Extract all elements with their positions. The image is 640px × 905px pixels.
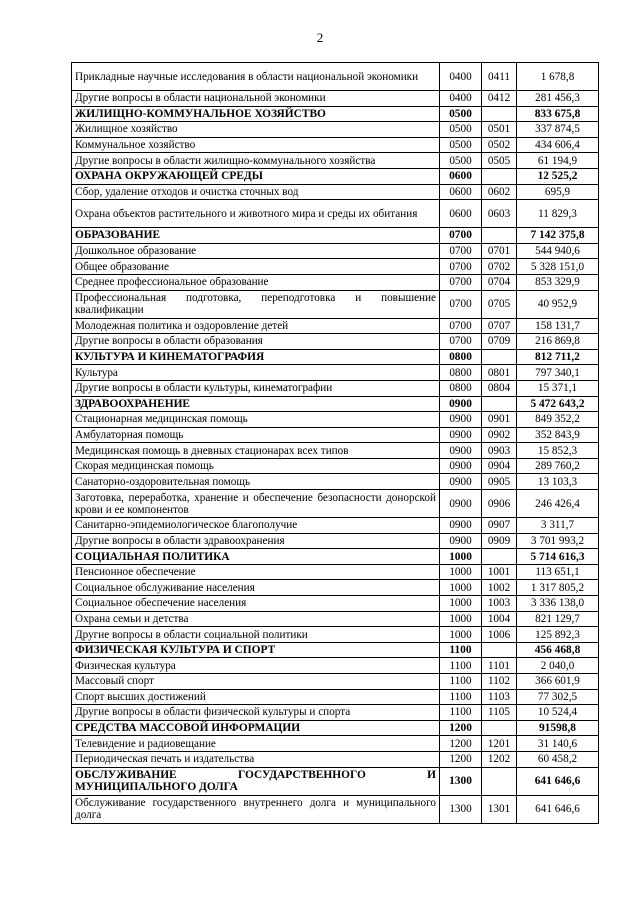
row-name-cell: Другие вопросы в области физической культуры и спорта [72,705,440,721]
section-code-cell: 0400 [440,63,482,91]
amount-cell: 695,9 [517,184,599,200]
subsection-code-cell: 1301 [482,795,517,823]
subsection-code-cell: 1101 [482,658,517,674]
section-code-cell: 0800 [440,380,482,396]
section-code-cell: 1200 [440,720,482,736]
row-name-cell: Культура [72,365,440,381]
row-name-cell: Санитарно-эпидемиологическое благополучие [72,518,440,534]
subsection-code-cell: 0412 [482,91,517,107]
subsection-code-cell: 0603 [482,200,517,228]
row-name-cell: КУЛЬТУРА И КИНЕМАТОГРАФИЯ [72,349,440,365]
section-code-cell: 0900 [440,533,482,549]
amount-cell: 77 302,5 [517,689,599,705]
row-name-cell: Охрана объектов растительного и животного мира и среды их обитания [72,200,440,228]
subsection-code-cell [482,767,517,795]
table-row [72,674,599,690]
section-code-cell: 0400 [440,91,482,107]
amount-cell: 5 328 151,0 [517,259,599,275]
amount-cell: 5 714 616,3 [517,549,599,565]
amount-cell: 11 829,3 [517,200,599,228]
row-name-cell: Физическая культура [72,658,440,674]
row-name-cell: СОЦИАЛЬНАЯ ПОЛИТИКА [72,549,440,565]
table-row [72,736,599,752]
section-row [72,767,599,795]
amount-cell: 216 869,8 [517,334,599,350]
section-code-cell: 1100 [440,705,482,721]
amount-cell: 3 311,7 [517,518,599,534]
amount-cell: 31 140,6 [517,736,599,752]
row-name-cell: Сбор, удаление отходов и очистка сточных вод [72,184,440,200]
section-code-cell: 0700 [440,334,482,350]
section-code-cell: 0600 [440,168,482,184]
section-code-cell: 0600 [440,200,482,228]
section-code-cell: 0500 [440,153,482,169]
amount-cell: 1 678,8 [517,63,599,91]
subsection-code-cell: 0502 [482,137,517,153]
subsection-code-cell: 0709 [482,334,517,350]
table-row [72,564,599,580]
subsection-code-cell: 0904 [482,458,517,474]
section-code-cell: 0700 [440,243,482,259]
section-code-cell: 1100 [440,658,482,674]
subsection-code-cell: 1201 [482,736,517,752]
subsection-code-cell: 0411 [482,63,517,91]
table-row [72,243,599,259]
section-code-cell: 0700 [440,318,482,334]
subsection-code-cell: 0903 [482,443,517,459]
subsection-code-cell: 0905 [482,474,517,490]
section-code-cell: 1000 [440,596,482,612]
amount-cell: 3 701 993,2 [517,533,599,549]
amount-cell: 3 336 138,0 [517,596,599,612]
table-row [72,518,599,534]
section-code-cell: 0600 [440,184,482,200]
subsection-code-cell: 0602 [482,184,517,200]
subsection-code-cell [482,642,517,658]
table-row [72,627,599,643]
row-name-cell: Пенсионное обеспечение [72,564,440,580]
subsection-code-cell: 0707 [482,318,517,334]
row-name-cell: ОБСЛУЖИВАНИЕ ГОСУДАРСТВЕННОГО И МУНИЦИПАЛЬНОГО ДОЛГА [72,767,440,795]
row-name-cell: Социальное обеспечение населения [72,596,440,612]
subsection-code-cell: 1004 [482,611,517,627]
subsection-code-cell: 0907 [482,518,517,534]
amount-cell: 158 131,7 [517,318,599,334]
section-row [72,549,599,565]
table-row [72,611,599,627]
subsection-code-cell: 1006 [482,627,517,643]
table-row [72,596,599,612]
amount-cell: 812 711,2 [517,349,599,365]
subsection-code-cell: 0804 [482,380,517,396]
table-row [72,334,599,350]
amount-cell: 434 606,4 [517,137,599,153]
section-code-cell: 0500 [440,122,482,138]
amount-cell: 7 142 375,8 [517,228,599,244]
table-row [72,705,599,721]
table-row [72,533,599,549]
row-name-cell: Коммунальное хозяйство [72,137,440,153]
amount-cell: 2 040,0 [517,658,599,674]
amount-cell: 853 329,9 [517,274,599,290]
section-row [72,349,599,365]
row-name-cell: Периодическая печать и издательства [72,751,440,767]
subsection-code-cell: 0906 [482,490,517,518]
section-code-cell: 0900 [440,443,482,459]
table-row [72,184,599,200]
table-row [72,153,599,169]
subsection-code-cell: 0704 [482,274,517,290]
section-code-cell: 1300 [440,795,482,823]
amount-cell: 61 194,9 [517,153,599,169]
row-name-cell: Другие вопросы в области национальной экономики [72,91,440,107]
table-row [72,274,599,290]
table-row [72,751,599,767]
row-name-cell: Профессиональная подготовка, переподготовка и повышение квалификации [72,290,440,318]
amount-cell: 60 458,2 [517,751,599,767]
section-code-cell: 1100 [440,674,482,690]
section-code-cell: 1100 [440,642,482,658]
subsection-code-cell: 1001 [482,564,517,580]
amount-cell: 15 852,3 [517,443,599,459]
amount-cell: 337 874,5 [517,122,599,138]
amount-cell: 797 340,1 [517,365,599,381]
amount-cell: 849 352,2 [517,412,599,428]
row-name-cell: Массовый спорт [72,674,440,690]
row-name-cell: Социальное обслуживание населения [72,580,440,596]
section-code-cell: 0700 [440,290,482,318]
amount-cell: 40 952,9 [517,290,599,318]
section-code-cell: 0900 [440,412,482,428]
row-name-cell: ФИЗИЧЕСКАЯ КУЛЬТУРА И СПОРТ [72,642,440,658]
section-code-cell: 0900 [440,474,482,490]
row-name-cell: ЗДРАВООХРАНЕНИЕ [72,396,440,412]
amount-cell: 91598,8 [517,720,599,736]
section-code-cell: 1200 [440,751,482,767]
section-code-cell: 0900 [440,490,482,518]
table-row [72,122,599,138]
row-name-cell: Общее образование [72,259,440,275]
subsection-code-cell: 0701 [482,243,517,259]
row-name-cell: Молодежная политика и оздоровление детей [72,318,440,334]
section-code-cell: 1000 [440,564,482,580]
page-number: 2 [316,30,324,45]
section-row [72,228,599,244]
subsection-code-cell: 1003 [482,596,517,612]
section-code-cell: 1300 [440,767,482,795]
row-name-cell: Телевидение и радиовещание [72,736,440,752]
section-row [72,106,599,122]
amount-cell: 456 468,8 [517,642,599,658]
budget-table [71,62,599,824]
section-code-cell: 1000 [440,580,482,596]
amount-cell: 246 426,4 [517,490,599,518]
table-row [72,474,599,490]
amount-cell: 113 651,1 [517,564,599,580]
subsection-code-cell: 0702 [482,259,517,275]
section-code-cell: 0700 [440,228,482,244]
row-name-cell: Спорт высших достижений [72,689,440,705]
table-row [72,658,599,674]
section-row [72,168,599,184]
row-name-cell: ОХРАНА ОКРУЖАЮЩЕЙ СРЕДЫ [72,168,440,184]
table-row [72,91,599,107]
amount-cell: 5 472 643,2 [517,396,599,412]
subsection-code-cell [482,720,517,736]
subsection-code-cell: 0801 [482,365,517,381]
amount-cell: 10 524,4 [517,705,599,721]
row-name-cell: Медицинская помощь в дневных стационарах всех типов [72,443,440,459]
subsection-code-cell [482,106,517,122]
table-row [72,290,599,318]
row-name-cell: Другие вопросы в области социальной политики [72,627,440,643]
table-row [72,259,599,275]
table-row [72,412,599,428]
amount-cell: 15 371,1 [517,380,599,396]
row-name-cell: СРЕДСТВА МАССОВОЙ ИНФОРМАЦИИ [72,720,440,736]
amount-cell: 13 103,3 [517,474,599,490]
subsection-code-cell [482,168,517,184]
section-code-cell: 0700 [440,274,482,290]
row-name-cell: Другие вопросы в области культуры, кинематографии [72,380,440,396]
amount-cell: 366 601,9 [517,674,599,690]
subsection-code-cell: 0705 [482,290,517,318]
table-row [72,689,599,705]
subsection-code-cell: 1102 [482,674,517,690]
section-code-cell: 0900 [440,427,482,443]
row-name-cell: Другие вопросы в области жилищно-коммунального хозяйства [72,153,440,169]
row-name-cell: Жилищное хозяйство [72,122,440,138]
subsection-code-cell: 0501 [482,122,517,138]
row-name-cell: ОБРАЗОВАНИЕ [72,228,440,244]
budget-table-body [72,63,599,824]
amount-cell: 1 317 805,2 [517,580,599,596]
amount-cell: 544 940,6 [517,243,599,259]
row-name-cell: Другие вопросы в области образования [72,334,440,350]
amount-cell: 289 760,2 [517,458,599,474]
row-name-cell: Прикладные научные исследования в области национальной экономики [72,63,440,91]
section-row [72,642,599,658]
section-code-cell: 0500 [440,137,482,153]
table-row [72,63,599,91]
row-name-cell: Охрана семьи и детства [72,611,440,627]
subsection-code-cell: 0505 [482,153,517,169]
subsection-code-cell [482,349,517,365]
subsection-code-cell: 0901 [482,412,517,428]
subsection-code-cell: 1105 [482,705,517,721]
amount-cell: 833 675,8 [517,106,599,122]
row-name-cell: ЖИЛИЩНО-КОММУНАЛЬНОЕ ХОЗЯЙСТВО [72,106,440,122]
row-name-cell: Стационарная медицинская помощь [72,412,440,428]
section-code-cell: 1000 [440,627,482,643]
section-code-cell: 0900 [440,396,482,412]
table-row [72,365,599,381]
table-row [72,795,599,823]
row-name-cell: Среднее профессиональное образование [72,274,440,290]
table-row [72,490,599,518]
table-row [72,427,599,443]
subsection-code-cell [482,549,517,565]
amount-cell: 821 129,7 [517,611,599,627]
section-code-cell: 0800 [440,365,482,381]
subsection-code-cell: 1002 [482,580,517,596]
section-code-cell: 1100 [440,689,482,705]
amount-cell: 12 525,2 [517,168,599,184]
section-row [72,720,599,736]
amount-cell: 352 843,9 [517,427,599,443]
row-name-cell: Дошкольное образование [72,243,440,259]
subsection-code-cell: 1103 [482,689,517,705]
subsection-code-cell: 0902 [482,427,517,443]
subsection-code-cell: 0909 [482,533,517,549]
table-row [72,380,599,396]
section-code-cell: 0900 [440,458,482,474]
section-code-cell: 0500 [440,106,482,122]
subsection-code-cell [482,228,517,244]
row-name-cell: Другие вопросы в области здравоохранения [72,533,440,549]
section-code-cell: 0700 [440,259,482,275]
subsection-code-cell [482,396,517,412]
table-row [72,458,599,474]
amount-cell: 641 646,6 [517,795,599,823]
row-name-cell: Обслуживание государственного внутреннего долга и муниципального долга [72,795,440,823]
section-code-cell: 1000 [440,611,482,627]
row-name-cell: Санаторно-оздоровительная помощь [72,474,440,490]
amount-cell: 281 456,3 [517,91,599,107]
subsection-code-cell: 1202 [482,751,517,767]
row-name-cell: Скорая медицинская помощь [72,458,440,474]
section-code-cell: 1200 [440,736,482,752]
table-row [72,443,599,459]
amount-cell: 641 646,6 [517,767,599,795]
section-code-cell: 0800 [440,349,482,365]
amount-cell: 125 892,3 [517,627,599,643]
row-name-cell: Амбулаторная помощь [72,427,440,443]
section-code-cell: 0900 [440,518,482,534]
table-row [72,137,599,153]
table-row [72,580,599,596]
section-row [72,396,599,412]
row-name-cell: Заготовка, переработка, хранение и обеспечение безопасности донорской крови и ее компонентов [72,490,440,518]
section-code-cell: 1000 [440,549,482,565]
table-row [72,200,599,228]
table-row [72,318,599,334]
